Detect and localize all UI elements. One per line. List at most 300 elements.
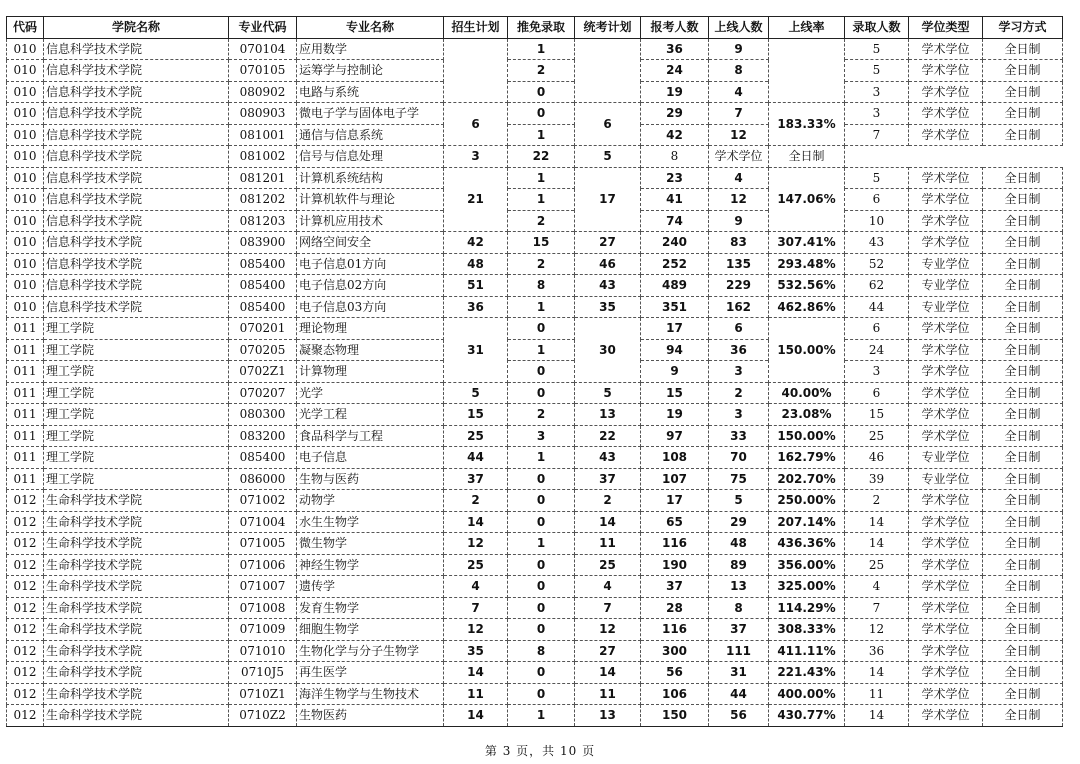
cell-college-name: 信息科学技术学院 (44, 210, 229, 232)
cell-qualified: 56 (709, 705, 769, 727)
cell-college-code: 012 (7, 662, 44, 684)
table-row (7, 38, 1063, 60)
cell-qualified: 111 (709, 640, 769, 662)
cell-applicants: 9 (641, 361, 709, 383)
table-row (7, 275, 1063, 297)
cell-exam-plan: 13 (575, 404, 641, 426)
cell-college-code: 012 (7, 576, 44, 598)
cell-exam-plan: 6 (575, 103, 641, 146)
cell-plan: 7 (444, 597, 508, 619)
cell-major-code: 081001 (229, 124, 297, 146)
cell-major-name: 计算机系统结构 (297, 167, 444, 189)
cell-degree-type: 学术学位 (909, 361, 983, 383)
cell-rate: 356.00% (769, 554, 845, 576)
cell-exam-plan: 12 (575, 619, 641, 641)
cell-degree-type: 学术学位 (909, 705, 983, 727)
cell-rate: 411.11% (769, 640, 845, 662)
cell-recommended: 1 (508, 705, 575, 727)
cell-college-code: 012 (7, 683, 44, 705)
cell-plan: 14 (444, 662, 508, 684)
cell-rate: 307.41% (769, 232, 845, 254)
cell-admitted: 5 (845, 38, 909, 60)
cell-exam-plan: 35 (575, 296, 641, 318)
cell-recommended: 0 (508, 490, 575, 512)
cell-study-mode: 全日制 (983, 404, 1063, 426)
cell-qualified: 44 (709, 683, 769, 705)
cell-study-mode: 全日制 (983, 425, 1063, 447)
cell-degree-type: 学术学位 (909, 640, 983, 662)
cell-college-code: 011 (7, 382, 44, 404)
cell-major-code: 080300 (229, 404, 297, 426)
table-row (7, 210, 1063, 232)
cell-recommended: 0 (508, 662, 575, 684)
header-major-code: 专业代码 (229, 17, 297, 39)
cell-college-name: 理工学院 (44, 361, 229, 383)
cell-qualified: 7 (709, 103, 769, 125)
cell-college-name: 生命科学技术学院 (44, 662, 229, 684)
cell-plan: 6 (444, 103, 508, 146)
cell-plan: 12 (444, 619, 508, 641)
cell-study-mode: 全日制 (983, 38, 1063, 60)
table-row (7, 705, 1063, 727)
cell-applicants: 116 (641, 619, 709, 641)
table-row (7, 318, 1063, 340)
table-row (7, 554, 1063, 576)
cell-study-mode: 全日制 (983, 554, 1063, 576)
cell-study-mode: 全日制 (983, 468, 1063, 490)
cell-admitted: 3 (845, 81, 909, 103)
cell-major-code: 085400 (229, 296, 297, 318)
table-row (7, 60, 1063, 82)
cell-college-code: 010 (7, 167, 44, 189)
cell-degree-type: 专业学位 (909, 275, 983, 297)
cell-qualified: 8 (709, 597, 769, 619)
cell-college-code: 010 (7, 103, 44, 125)
cell-admitted: 5 (845, 60, 909, 82)
cell-degree-type: 学术学位 (909, 619, 983, 641)
cell-admitted: 3 (845, 103, 909, 125)
cell-admitted: 11 (845, 683, 909, 705)
cell-college-code: 010 (7, 124, 44, 146)
cell-exam-plan: 46 (575, 253, 641, 275)
cell-rate: 40.00% (769, 382, 845, 404)
cell-college-name: 生命科学技术学院 (44, 597, 229, 619)
cell-recommended: 1 (508, 339, 575, 361)
cell-qualified: 13 (709, 576, 769, 598)
cell-rate: 436.36% (769, 533, 845, 555)
cell-degree-type: 学术学位 (909, 425, 983, 447)
cell-major-code: 071004 (229, 511, 297, 533)
cell-major-code: 0702Z1 (229, 361, 297, 383)
cell-college-name: 生命科学技术学院 (44, 619, 229, 641)
cell-major-name: 神经生物学 (297, 554, 444, 576)
table-row (7, 103, 1063, 125)
cell-recommended: 2 (508, 253, 575, 275)
cell-college-name: 理工学院 (44, 447, 229, 469)
cell-admitted: 5 (845, 167, 909, 189)
cell-recommended: 0 (508, 468, 575, 490)
cell-qualified: 4 (709, 167, 769, 189)
cell-college-name: 理工学院 (44, 318, 229, 340)
cell-college-name: 理工学院 (44, 382, 229, 404)
cell-rate: 202.70% (769, 468, 845, 490)
cell-admitted: 3 (845, 361, 909, 383)
cell-study-mode: 全日制 (983, 705, 1063, 727)
cell-qualified: 3 (709, 404, 769, 426)
cell-major-name: 遗传学 (297, 576, 444, 598)
table-row (7, 619, 1063, 641)
cell-exam-plan: 43 (575, 275, 641, 297)
cell-major-name: 细胞生物学 (297, 619, 444, 641)
cell-recommended: 3 (444, 146, 508, 168)
table-row (7, 189, 1063, 211)
cell-plan: 35 (444, 640, 508, 662)
cell-degree-type: 学术学位 (909, 81, 983, 103)
cell-applicants: 107 (641, 468, 709, 490)
cell-plan (444, 38, 508, 103)
cell-study-mode: 全日制 (983, 533, 1063, 555)
cell-degree-type: 学术学位 (909, 576, 983, 598)
cell-college-name: 信息科学技术学院 (44, 124, 229, 146)
cell-applicants: 17 (641, 490, 709, 512)
cell-recommended: 3 (508, 425, 575, 447)
cell-major-code: 080902 (229, 81, 297, 103)
cell-degree-type: 学术学位 (909, 511, 983, 533)
cell-major-name: 再生医学 (297, 662, 444, 684)
cell-rate: 462.86% (769, 296, 845, 318)
cell-qualified: 162 (709, 296, 769, 318)
cell-qualified: 70 (709, 447, 769, 469)
cell-major-name: 运筹学与控制论 (297, 60, 444, 82)
table-row (7, 124, 1063, 146)
cell-major-name: 生物化学与分子生物学 (297, 640, 444, 662)
cell-applicants: 240 (641, 232, 709, 254)
cell-college-code: 010 (7, 296, 44, 318)
cell-qualified: 135 (709, 253, 769, 275)
cell-plan: 42 (444, 232, 508, 254)
cell-admitted: 6 (845, 382, 909, 404)
cell-admitted: 43 (845, 232, 909, 254)
cell-college-code: 012 (7, 554, 44, 576)
table-row (7, 146, 1063, 168)
cell-exam-plan: 43 (575, 447, 641, 469)
cell-exam-plan: 4 (575, 576, 641, 598)
cell-major-code: 071010 (229, 640, 297, 662)
cell-applicants: 106 (641, 683, 709, 705)
cell-study-mode: 全日制 (983, 490, 1063, 512)
cell-major-code: 083200 (229, 425, 297, 447)
header-applicants: 报考人数 (641, 17, 709, 39)
cell-admitted: 6 (845, 318, 909, 340)
cell-plan: 48 (444, 253, 508, 275)
cell-major-code: 0710Z2 (229, 705, 297, 727)
cell-degree-type: 专业学位 (909, 468, 983, 490)
cell-major-name: 电子信息 (297, 447, 444, 469)
cell-degree-type: 学术学位 (909, 124, 983, 146)
header-degree-type: 学位类型 (909, 17, 983, 39)
cell-qualified: 89 (709, 554, 769, 576)
cell-applicants: 97 (641, 425, 709, 447)
cell-college-code: 011 (7, 447, 44, 469)
cell-major-name: 食品科学与工程 (297, 425, 444, 447)
cell-degree-type: 学术学位 (909, 662, 983, 684)
cell-major-code: 070207 (229, 382, 297, 404)
cell-applicants: 56 (641, 662, 709, 684)
cell-rate: 532.56% (769, 275, 845, 297)
header-exam-plan: 统考计划 (575, 17, 641, 39)
cell-major-code: 070104 (229, 38, 297, 60)
cell-recommended: 0 (508, 511, 575, 533)
header-plan: 招生计划 (444, 17, 508, 39)
cell-recommended: 1 (508, 38, 575, 60)
cell-plan: 14 (444, 511, 508, 533)
cell-study-mode: 全日制 (983, 576, 1063, 598)
cell-college-code: 012 (7, 533, 44, 555)
cell-study-mode: 全日制 (983, 275, 1063, 297)
table-row (7, 339, 1063, 361)
cell-college-code: 012 (7, 619, 44, 641)
cell-recommended: 1 (508, 447, 575, 469)
cell-admitted: 14 (845, 662, 909, 684)
table-row (7, 296, 1063, 318)
header-row (7, 17, 1063, 39)
cell-recommended: 1 (508, 189, 575, 211)
cell-major-name: 计算机应用技术 (297, 210, 444, 232)
cell-admitted: 7 (845, 124, 909, 146)
cell-admitted: 39 (845, 468, 909, 490)
cell-college-name: 生命科学技术学院 (44, 683, 229, 705)
cell-degree-type: 学术学位 (909, 404, 983, 426)
cell-college-code: 012 (7, 511, 44, 533)
cell-plan: 51 (444, 275, 508, 297)
cell-exam-plan: 30 (575, 318, 641, 383)
cell-admitted: 14 (845, 705, 909, 727)
table-row (7, 576, 1063, 598)
cell-degree-type: 学术学位 (909, 232, 983, 254)
cell-major-name: 通信与信息系统 (297, 124, 444, 146)
cell-qualified: 29 (709, 511, 769, 533)
cell-recommended: 0 (508, 619, 575, 641)
cell-rate: 325.00% (769, 576, 845, 598)
cell-admitted: 6 (845, 189, 909, 211)
cell-degree-type: 学术学位 (909, 683, 983, 705)
header-admitted: 录取人数 (845, 17, 909, 39)
cell-applicants: 150 (641, 705, 709, 727)
cell-degree-type: 学术学位 (709, 146, 769, 168)
cell-college-code: 011 (7, 361, 44, 383)
cell-major-code: 0710Z1 (229, 683, 297, 705)
cell-major-code: 081201 (229, 167, 297, 189)
cell-major-code: 086000 (229, 468, 297, 490)
cell-major-name: 计算机软件与理论 (297, 189, 444, 211)
cell-applicants: 116 (641, 533, 709, 555)
cell-college-name: 生命科学技术学院 (44, 554, 229, 576)
cell-degree-type: 学术学位 (909, 38, 983, 60)
cell-major-name: 计算物理 (297, 361, 444, 383)
table-row (7, 490, 1063, 512)
cell-exam-plan: 27 (575, 640, 641, 662)
cell-admitted: 7 (845, 597, 909, 619)
cell-college-code: 011 (7, 468, 44, 490)
cell-applicants: 41 (641, 189, 709, 211)
cell-college-code: 011 (7, 318, 44, 340)
cell-major-code: 085400 (229, 447, 297, 469)
cell-college-code: 012 (7, 597, 44, 619)
cell-plan: 31 (444, 318, 508, 383)
cell-exam-plan: 13 (575, 705, 641, 727)
cell-recommended: 1 (508, 533, 575, 555)
cell-college-name: 生命科学技术学院 (44, 640, 229, 662)
cell-degree-type: 学术学位 (909, 554, 983, 576)
cell-college-code: 011 (7, 339, 44, 361)
table-row (7, 81, 1063, 103)
cell-recommended: 0 (508, 81, 575, 103)
cell-college-name: 信息科学技术学院 (44, 296, 229, 318)
cell-admitted: 15 (845, 404, 909, 426)
cell-rate: 430.77% (769, 705, 845, 727)
cell-applicants: 36 (641, 38, 709, 60)
cell-applicants: 489 (641, 275, 709, 297)
cell-recommended: 1 (508, 167, 575, 189)
header-rate: 上线率 (769, 17, 845, 39)
cell-college-name: 信息科学技术学院 (44, 189, 229, 211)
cell-recommended: 8 (508, 275, 575, 297)
cell-study-mode: 全日制 (983, 640, 1063, 662)
cell-college-name: 生命科学技术学院 (44, 705, 229, 727)
cell-college-code: 010 (7, 232, 44, 254)
cell-college-code: 010 (7, 210, 44, 232)
cell-rate: 162.79% (769, 447, 845, 469)
cell-applicants: 22 (508, 146, 575, 168)
cell-degree-type: 专业学位 (909, 253, 983, 275)
table-row (7, 382, 1063, 404)
cell-plan: 15 (444, 404, 508, 426)
cell-admitted: 8 (641, 146, 709, 168)
cell-study-mode: 全日制 (983, 210, 1063, 232)
cell-degree-type: 学术学位 (909, 318, 983, 340)
cell-plan: 12 (444, 533, 508, 555)
cell-college-name: 信息科学技术学院 (44, 60, 229, 82)
cell-recommended: 2 (508, 404, 575, 426)
cell-college-code: 010 (7, 146, 44, 168)
table-row (7, 511, 1063, 533)
header-college: 学院名称 (44, 17, 229, 39)
cell-exam-plan: 22 (575, 425, 641, 447)
cell-exam-plan: 25 (575, 554, 641, 576)
cell-study-mode: 全日制 (983, 683, 1063, 705)
cell-plan: 37 (444, 468, 508, 490)
cell-major-name: 微电子学与固体电子学 (297, 103, 444, 125)
cell-major-name: 电路与系统 (297, 81, 444, 103)
cell-study-mode: 全日制 (983, 232, 1063, 254)
cell-college-code: 010 (7, 60, 44, 82)
table-row (7, 167, 1063, 189)
cell-admitted: 14 (845, 533, 909, 555)
cell-qualified: 229 (709, 275, 769, 297)
cell-major-name: 凝聚态物理 (297, 339, 444, 361)
cell-college-name: 生命科学技术学院 (44, 490, 229, 512)
cell-college-code: 011 (7, 425, 44, 447)
cell-recommended: 0 (508, 576, 575, 598)
cell-college-code: 010 (7, 189, 44, 211)
cell-qualified: 5 (575, 146, 641, 168)
cell-college-code: 012 (7, 490, 44, 512)
cell-major-code: 081002 (229, 146, 297, 168)
cell-college-code: 012 (7, 640, 44, 662)
cell-major-name: 电子信息02方向 (297, 275, 444, 297)
cell-applicants: 190 (641, 554, 709, 576)
cell-admitted: 25 (845, 425, 909, 447)
cell-exam-plan: 2 (575, 490, 641, 512)
cell-applicants: 17 (641, 318, 709, 340)
cell-qualified: 12 (709, 124, 769, 146)
cell-major-name: 信号与信息处理 (297, 146, 444, 168)
cell-plan: 21 (444, 167, 508, 232)
table-row (7, 533, 1063, 555)
cell-major-name: 发育生物学 (297, 597, 444, 619)
cell-recommended: 2 (508, 210, 575, 232)
cell-study-mode: 全日制 (983, 253, 1063, 275)
table-row (7, 404, 1063, 426)
cell-admitted: 46 (845, 447, 909, 469)
cell-rate: 308.33% (769, 619, 845, 641)
cell-rate: 250.00% (769, 490, 845, 512)
cell-degree-type: 专业学位 (909, 447, 983, 469)
cell-applicants: 19 (641, 81, 709, 103)
cell-degree-type: 学术学位 (909, 382, 983, 404)
cell-college-name: 信息科学技术学院 (44, 146, 229, 168)
cell-study-mode: 全日制 (983, 361, 1063, 383)
cell-major-code: 085400 (229, 275, 297, 297)
cell-major-name: 应用数学 (297, 38, 444, 60)
cell-rate: 400.00% (769, 683, 845, 705)
cell-rate: 293.48% (769, 253, 845, 275)
cell-qualified: 83 (709, 232, 769, 254)
cell-admitted: 25 (845, 554, 909, 576)
table-row (7, 253, 1063, 275)
cell-plan: 25 (444, 554, 508, 576)
cell-plan: 44 (444, 447, 508, 469)
cell-college-code: 010 (7, 38, 44, 60)
cell-applicants: 351 (641, 296, 709, 318)
cell-major-code: 085400 (229, 253, 297, 275)
table-body (7, 38, 1063, 726)
cell-recommended: 1 (508, 296, 575, 318)
cell-applicants: 15 (641, 382, 709, 404)
cell-exam-plan (575, 38, 641, 103)
cell-admitted: 2 (845, 490, 909, 512)
cell-applicants: 19 (641, 404, 709, 426)
cell-study-mode: 全日制 (983, 81, 1063, 103)
cell-applicants: 252 (641, 253, 709, 275)
cell-degree-type: 学术学位 (909, 597, 983, 619)
cell-degree-type: 学术学位 (909, 339, 983, 361)
cell-rate: 207.14% (769, 511, 845, 533)
cell-major-code: 0710J5 (229, 662, 297, 684)
cell-major-code: 080903 (229, 103, 297, 125)
cell-qualified: 33 (709, 425, 769, 447)
cell-study-mode: 全日制 (983, 189, 1063, 211)
cell-recommended: 0 (508, 361, 575, 383)
cell-qualified: 48 (709, 533, 769, 555)
cell-major-name: 电子信息03方向 (297, 296, 444, 318)
cell-admitted: 44 (845, 296, 909, 318)
cell-rate: 150.00% (769, 318, 845, 383)
cell-admitted: 14 (845, 511, 909, 533)
header-major-name: 专业名称 (297, 17, 444, 39)
cell-college-name: 生命科学技术学院 (44, 511, 229, 533)
cell-applicants: 94 (641, 339, 709, 361)
